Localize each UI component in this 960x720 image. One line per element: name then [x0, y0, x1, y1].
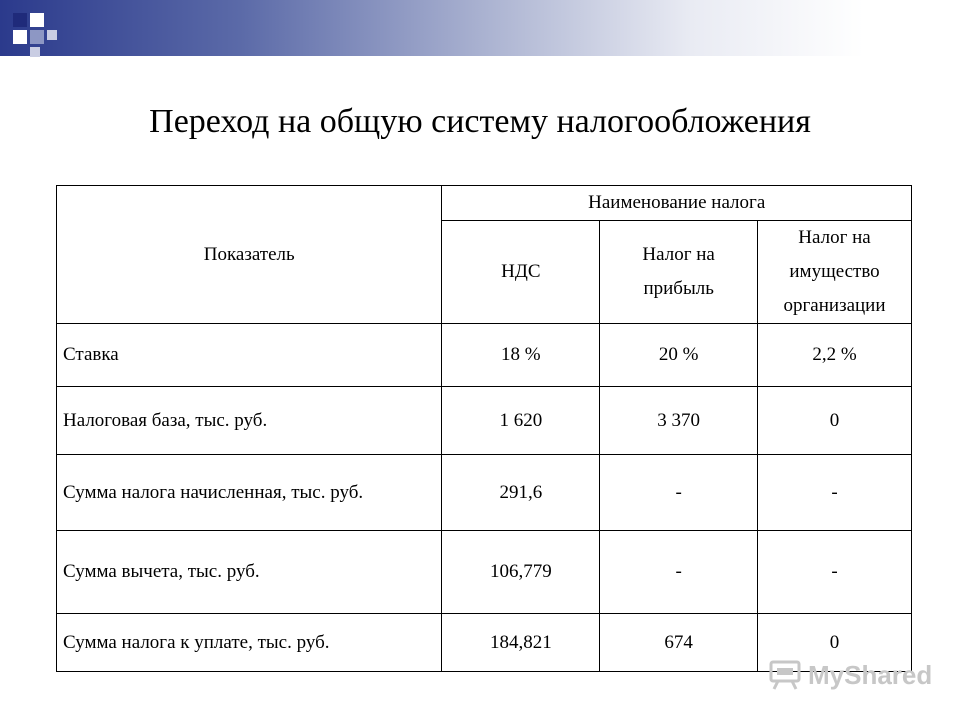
row-label: Сумма налога начисленная, тыс. руб. [57, 455, 442, 531]
decor-square-icon [47, 30, 57, 40]
group-header-cell: Наименование налога [442, 186, 912, 221]
table-cell: 184,821 [442, 614, 600, 672]
table-cell: 0 [758, 387, 912, 455]
table-cell: 0 [758, 614, 912, 672]
watermark [768, 655, 932, 695]
table-row [57, 455, 912, 531]
decor-square-icon [30, 13, 44, 27]
tax-table [56, 185, 912, 672]
table-cell: - [758, 455, 912, 531]
header-gradient-band [0, 0, 960, 56]
column-header-profit-tax: Налог на прибыль [600, 221, 758, 324]
table-row [57, 387, 912, 455]
decor-square-icon [30, 30, 44, 44]
table-cell: 20 % [600, 324, 758, 387]
table-cell: 3 370 [600, 387, 758, 455]
table-cell: - [600, 531, 758, 614]
table-cell: - [758, 531, 912, 614]
row-label: Ставка [57, 324, 442, 387]
table-cell: 2,2 % [758, 324, 912, 387]
table-cell: 1 620 [442, 387, 600, 455]
table-row [57, 531, 912, 614]
table-cell: 106,779 [442, 531, 600, 614]
decor-square-icon [13, 13, 27, 27]
table-cell: 674 [600, 614, 758, 672]
row-header-cell: Показатель [57, 186, 442, 324]
decor-square-icon [30, 47, 40, 57]
table-row [57, 324, 912, 387]
column-header-vat: НДС [442, 221, 600, 324]
decor-square-icon [13, 30, 27, 44]
table-cell: 291,6 [442, 455, 600, 531]
table-header-row [57, 186, 912, 221]
table-cell: - [600, 455, 758, 531]
presentation-board-icon [768, 658, 802, 692]
slide-title: Переход на общую систему налогообложения [149, 103, 811, 140]
table-cell: 18 % [442, 324, 600, 387]
row-label: Сумма налога к уплате, тыс. руб. [57, 614, 442, 672]
column-header-property-tax: Налог на имущество организации [758, 221, 912, 324]
row-label: Сумма вычета, тыс. руб. [57, 531, 442, 614]
row-label: Налоговая база, тыс. руб. [57, 387, 442, 455]
watermark-text: MyShared [808, 659, 933, 690]
